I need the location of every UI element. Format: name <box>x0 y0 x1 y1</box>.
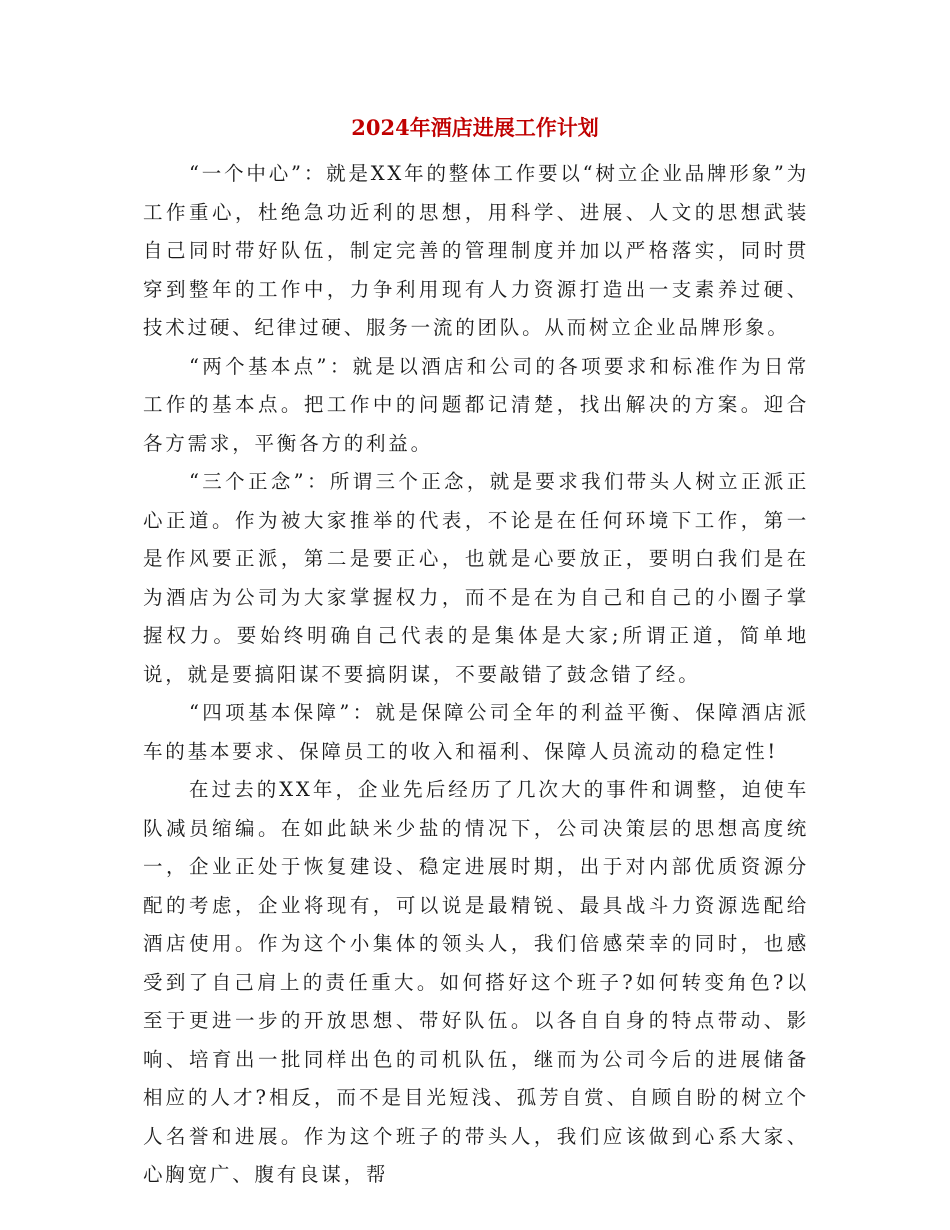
paragraph-three-principles: “三个正念”：所谓三个正念，就是要求我们带头人树立正派正心正道。作为被大家推举的代表，不论是在任何环境下工作，第一是作风要正派，第二是要正心，也就是心要放正，要明白我们是在为酒店为公司为大家掌握权力，而不是在为自己和自己的小圈子掌握权力。要始终明确自己代表的是集体是大家;所谓正道，简单地说，就是要搞阳谋不要搞阴谋，不要敲错了鼓念错了经。 <box>143 470 809 686</box>
paragraph-past-year: 在过去的XX年，企业先后经历了几次大的事件和调整，迫使车队减员缩编。在如此缺米少盐的情况下，公司决策层的思想高度统一，企业正处于恢复建设、稳定进展时期，出于对内部优质资源分配的考虑，企业将现有，可以说是最精锐、最具战斗力资源选配给酒店使用。作为这个小集体的领头人，我们倍感荣幸的同时，也感受到了自己肩上的责任重大。如何搭好这个班子?如何转变角色?以至于更进一步的开放思想、带好队伍。以各自自身的特点带动、影响、培育出一批同样出色的司机队伍，继而为公司今后的进展储备相应的人才?相反，而不是目光短浅、孤芳自赏、自顾自盼的树立个人名誉和进展。作为这个班子的带头人，我们应该做到心系大家、心胸宽广、腹有良谋，帮 <box>143 778 809 1186</box>
document-body <box>143 155 809 1195</box>
paragraph-four-guarantees: “四项基本保障”：就是保障公司全年的利益平衡、保障酒店派车的基本要求、保障员工的收入和福利、保障人员流动的稳定性! <box>143 701 809 763</box>
paragraph-two-basic-points: “两个基本点”：就是以酒店和公司的各项要求和标准作为日常工作的基本点。把工作中的问题都记清楚，找出解决的方案。迎合各方需求，平衡各方的利益。 <box>143 354 809 455</box>
document-title: 2024年酒店进展工作计划 <box>351 115 599 140</box>
paragraph-one-center: “一个中心”：就是XX年的整体工作要以“树立企业品牌形象”为工作重心，杜绝急功近利的思想，用科学、进展、人文的思想武装自己同时带好队伍，制定完善的管理制度并加以严格落实，同时贯穿到整年的工作中，力争利用现有人力资源打造出一支素养过硬、技术过硬、纪律过硬、服务一流的团队。从而树立企业品牌形象。 <box>143 162 809 339</box>
